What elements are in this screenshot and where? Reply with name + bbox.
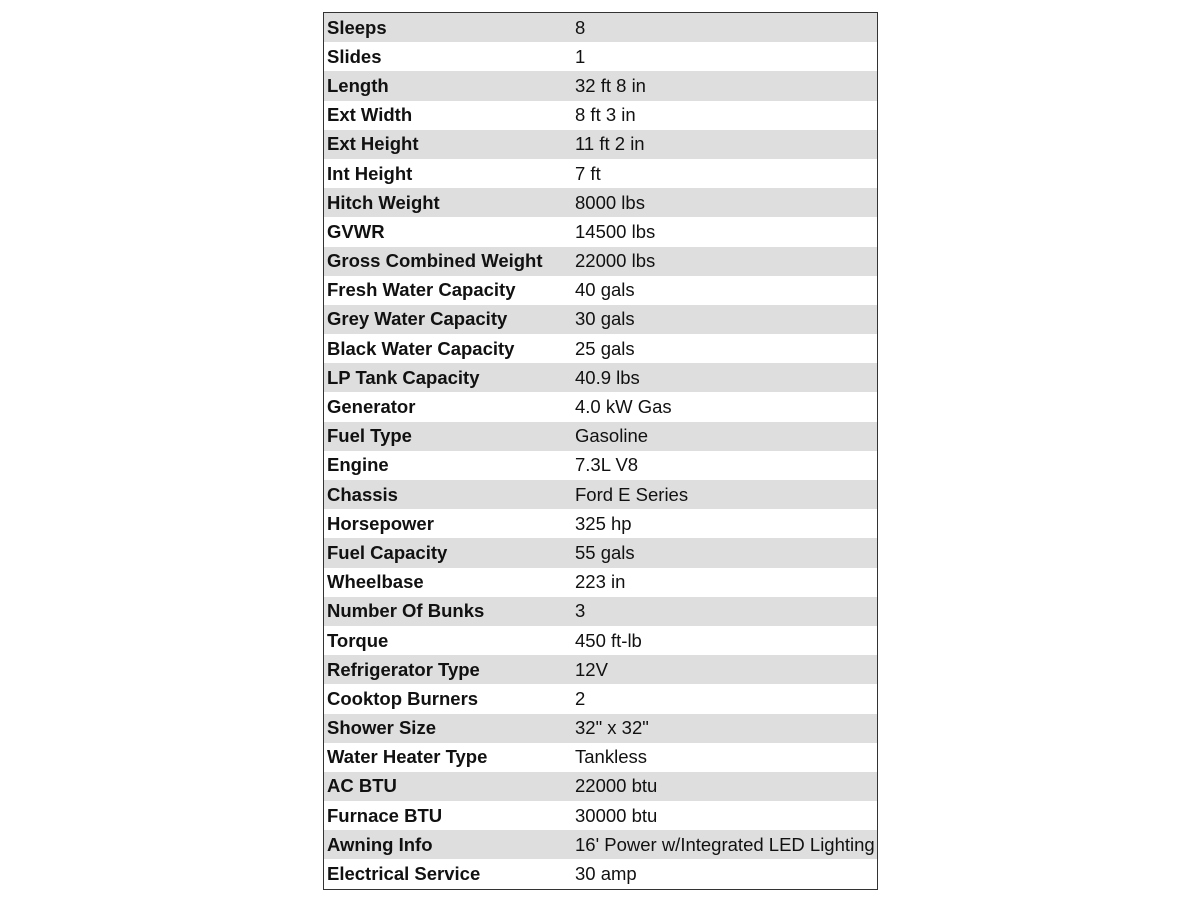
spec-value: 32" x 32" <box>575 714 878 743</box>
spec-label: Horsepower <box>324 509 576 538</box>
table-row <box>324 684 878 713</box>
spec-label: LP Tank Capacity <box>324 363 576 392</box>
spec-value: 14500 lbs <box>575 217 878 246</box>
table-row <box>324 101 878 130</box>
spec-label: Fresh Water Capacity <box>324 276 576 305</box>
spec-value: 30 amp <box>575 859 878 889</box>
table-row <box>324 247 878 276</box>
spec-table <box>323 12 878 890</box>
spec-value: 223 in <box>575 568 878 597</box>
spec-value: 55 gals <box>575 538 878 567</box>
spec-value: 25 gals <box>575 334 878 363</box>
table-row <box>324 743 878 772</box>
table-row <box>324 71 878 100</box>
spec-value: 8000 lbs <box>575 188 878 217</box>
spec-label: Engine <box>324 451 576 480</box>
spec-label: Furnace BTU <box>324 801 576 830</box>
table-row <box>324 42 878 71</box>
spec-value: 7 ft <box>575 159 878 188</box>
spec-label: Generator <box>324 392 576 421</box>
spec-label: Awning Info <box>324 830 576 859</box>
spec-label: Sleeps <box>324 13 576 43</box>
spec-label: Hitch Weight <box>324 188 576 217</box>
table-row <box>324 597 878 626</box>
spec-label: Cooktop Burners <box>324 684 576 713</box>
table-row <box>324 422 878 451</box>
spec-value: 22000 lbs <box>575 247 878 276</box>
spec-value: 7.3L V8 <box>575 451 878 480</box>
spec-value: 325 hp <box>575 509 878 538</box>
spec-label: Shower Size <box>324 714 576 743</box>
spec-label: Grey Water Capacity <box>324 305 576 334</box>
spec-value: 1 <box>575 42 878 71</box>
spec-label: Gross Combined Weight <box>324 247 576 276</box>
table-row <box>324 130 878 159</box>
spec-value: 32 ft 8 in <box>575 71 878 100</box>
spec-value: 11 ft 2 in <box>575 130 878 159</box>
table-row <box>324 276 878 305</box>
spec-label: Black Water Capacity <box>324 334 576 363</box>
spec-value: 40 gals <box>575 276 878 305</box>
spec-label: Chassis <box>324 480 576 509</box>
spec-label: Fuel Type <box>324 422 576 451</box>
spec-label: Water Heater Type <box>324 743 576 772</box>
table-row <box>324 363 878 392</box>
table-row <box>324 801 878 830</box>
spec-value: 12V <box>575 655 878 684</box>
spec-value: 8 <box>575 13 878 43</box>
table-row <box>324 451 878 480</box>
spec-label: Ext Height <box>324 130 576 159</box>
spec-value: 30 gals <box>575 305 878 334</box>
table-row <box>324 568 878 597</box>
table-row <box>324 159 878 188</box>
spec-label: Wheelbase <box>324 568 576 597</box>
table-row <box>324 655 878 684</box>
spec-value: 16' Power w/Integrated LED Lighting <box>575 830 878 859</box>
spec-table-body <box>324 13 878 890</box>
table-row <box>324 772 878 801</box>
spec-label: Electrical Service <box>324 859 576 889</box>
table-row <box>324 188 878 217</box>
spec-value: 450 ft-lb <box>575 626 878 655</box>
spec-value: Tankless <box>575 743 878 772</box>
spec-label: Torque <box>324 626 576 655</box>
table-row <box>324 392 878 421</box>
table-row <box>324 830 878 859</box>
spec-label: Ext Width <box>324 101 576 130</box>
spec-label: Int Height <box>324 159 576 188</box>
spec-label: GVWR <box>324 217 576 246</box>
spec-label: AC BTU <box>324 772 576 801</box>
spec-value: 40.9 lbs <box>575 363 878 392</box>
spec-value: 22000 btu <box>575 772 878 801</box>
table-row <box>324 480 878 509</box>
table-row <box>324 334 878 363</box>
table-row <box>324 13 878 43</box>
table-row <box>324 217 878 246</box>
table-row <box>324 305 878 334</box>
spec-value: 30000 btu <box>575 801 878 830</box>
spec-value: 8 ft 3 in <box>575 101 878 130</box>
table-row <box>324 509 878 538</box>
spec-value: 3 <box>575 597 878 626</box>
table-row <box>324 859 878 889</box>
table-row <box>324 626 878 655</box>
spec-value: 4.0 kW Gas <box>575 392 878 421</box>
spec-label: Fuel Capacity <box>324 538 576 567</box>
spec-value: Ford E Series <box>575 480 878 509</box>
spec-label: Length <box>324 71 576 100</box>
table-row <box>324 714 878 743</box>
spec-label: Number Of Bunks <box>324 597 576 626</box>
spec-label: Slides <box>324 42 576 71</box>
spec-label: Refrigerator Type <box>324 655 576 684</box>
table-row <box>324 538 878 567</box>
spec-value: Gasoline <box>575 422 878 451</box>
spec-value: 2 <box>575 684 878 713</box>
